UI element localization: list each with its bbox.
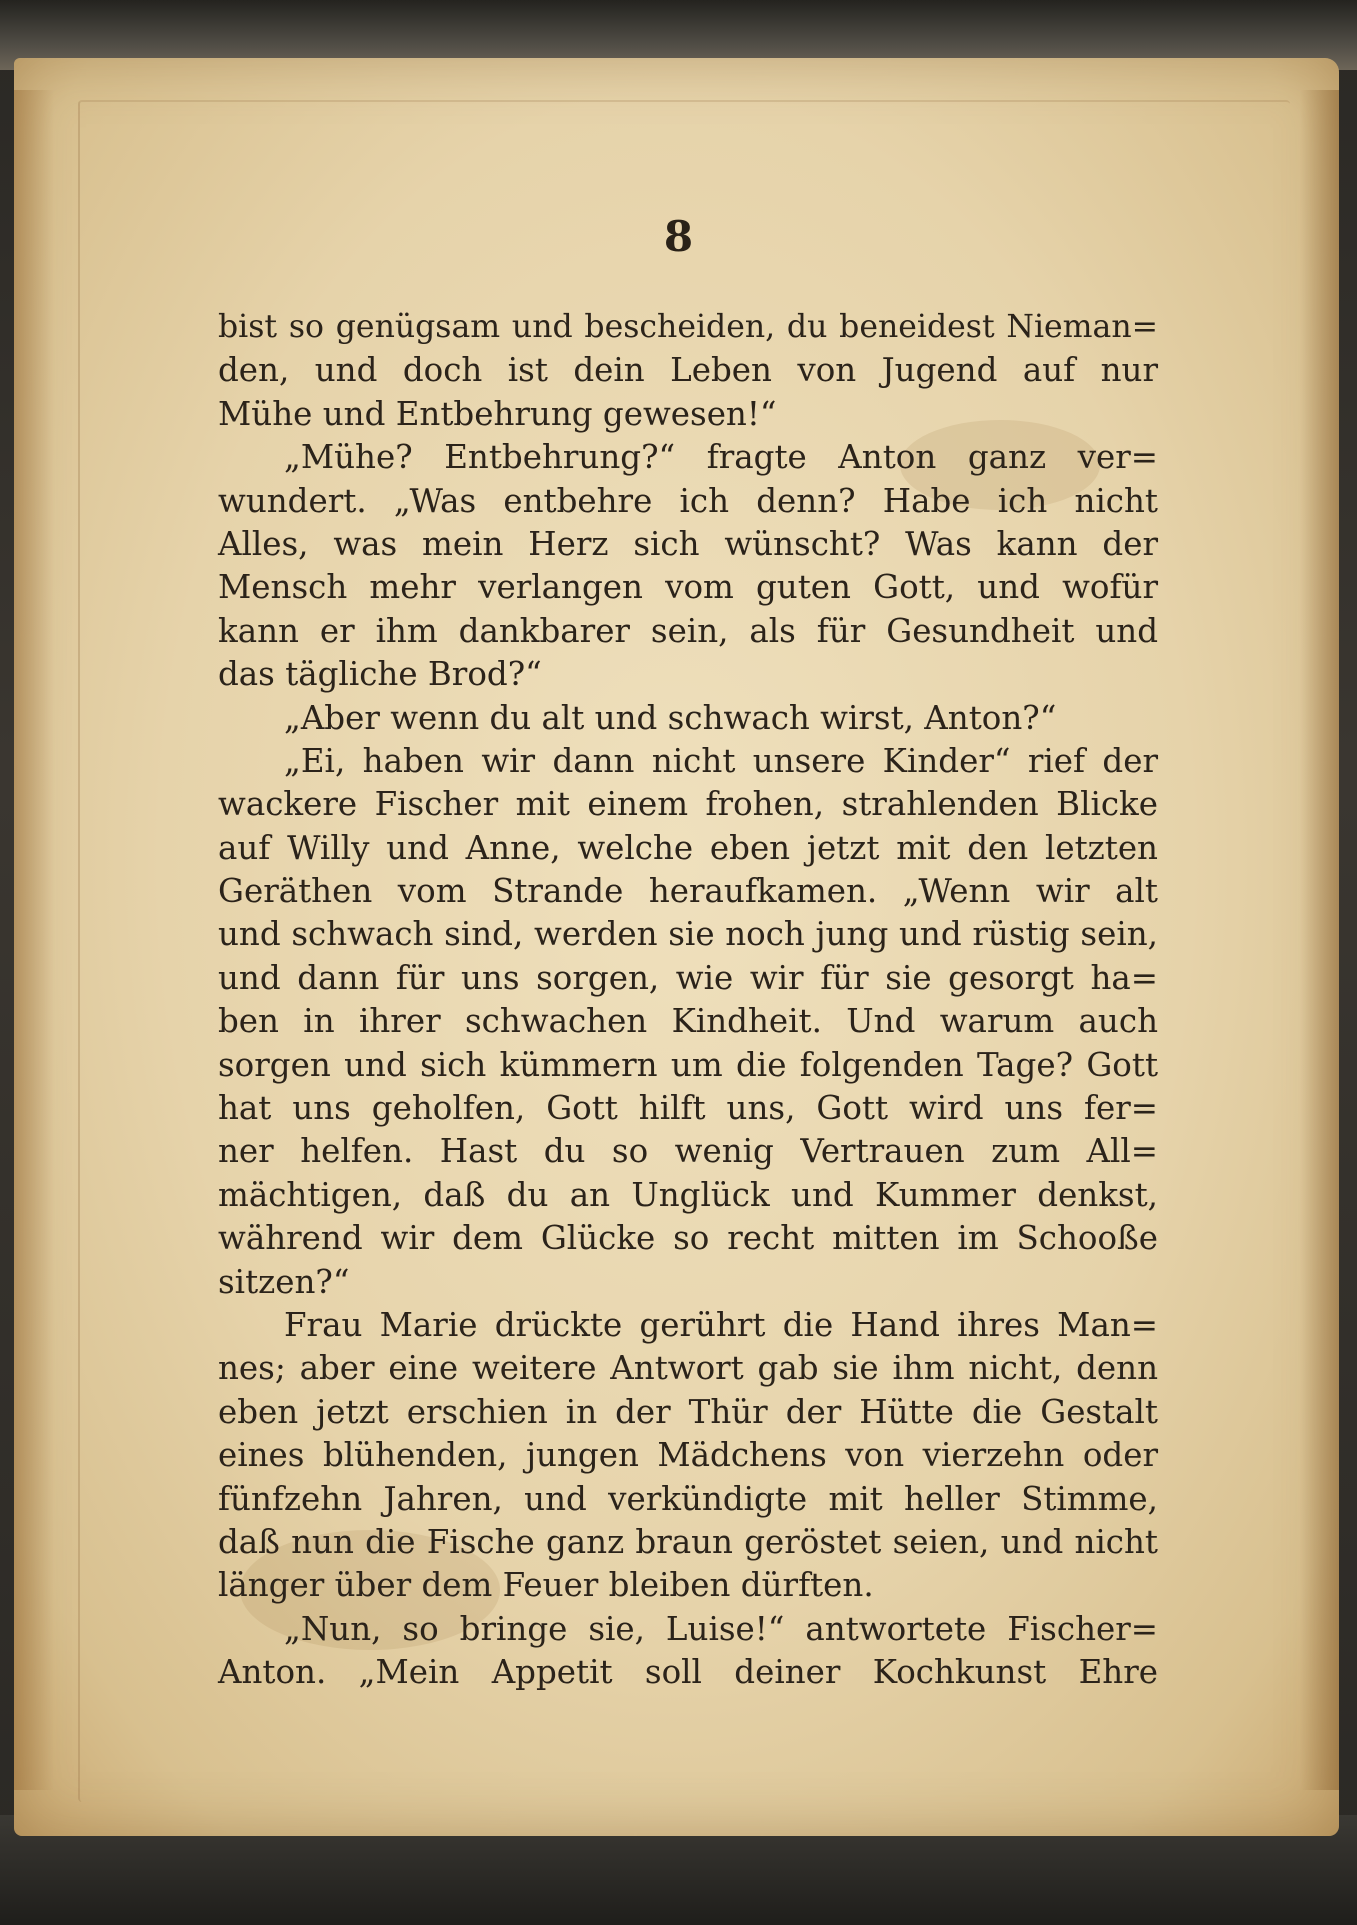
text-line: eines blühenden, jungen Mädchens von vierzehn oder [218,1436,1158,1475]
text-line: eben jetzt erschien in der Thür der Hütte die Gestalt [218,1392,1158,1431]
text-line: und dann für uns sorgen, wie wir für sie gesorgt ha= [218,958,1158,997]
text-line: den, und doch ist dein Leben von Jugend auf nur [218,351,1158,390]
text-line: Alles, was mein Herz sich wünscht? Was kann der [218,524,1158,563]
text-line: das tägliche Brod?“ [218,655,542,694]
text-line: wundert. „Was entbehre ich denn? Habe ich nicht [218,481,1158,520]
text-line: Geräthen vom Strande heraufkamen. „Wenn wir alt [218,872,1158,911]
text-line: ner helfen. Hast du so wenig Vertrauen zum All= [218,1132,1158,1171]
text-line: bist so genügsam und bescheiden, du beneidest Nieman= [218,309,1158,345]
text-line: auf Willy und Anne, welche eben jetzt mit den letzten [218,828,1158,867]
text-line: kann er ihm dankbarer sein, als für Gesundheit und [218,611,1158,650]
page-stain-right [1300,90,1339,1790]
text-line: „Mühe? Entbehrung?“ fragte Anton ganz ver= [284,438,1158,477]
text-line: „Aber wenn du alt und schwach wirst, Anton?“ [284,698,1057,737]
page-stain-left [14,90,54,1790]
text-line: länger über dem Feuer bleiben dürften. [218,1566,874,1605]
text-line: daß nun die Fische ganz braun geröstet seien, und nicht [218,1522,1158,1561]
text-line: hat uns geholfen, Gott hilft uns, Gott wird uns fer= [218,1089,1158,1128]
text-line: mächtigen, daß du an Unglück und Kummer denkst, [218,1175,1158,1214]
text-line: während wir dem Glücke so recht mitten im Schooße [218,1219,1158,1258]
text-line: sitzen?“ [218,1262,350,1301]
text-line: sorgen und sich kümmern um die folgenden Tage? Gott [218,1045,1158,1084]
text-line: fünfzehn Jahren, und verkündigte mit heller Stimme, [218,1479,1158,1518]
text-line: wackere Fischer mit einem frohen, strahlenden Blicke [218,785,1158,824]
text-line: „Nun, so bringe sie, Luise!“ antwortete Fischer= [284,1609,1158,1648]
text-line: und schwach sind, werden sie noch jung und rüstig sein, [218,915,1158,954]
text-line: „Ei, haben wir dann nicht unsere Kinder“ rief der [284,741,1158,780]
text-line: Mensch mehr verlangen vom guten Gott, und wofür [218,568,1158,607]
text-line: ben in ihrer schwachen Kindheit. Und warum auch [218,1002,1158,1041]
page-number: 8 [663,212,694,261]
body-text [218,306,1158,1695]
text-line: Frau Marie drückte gerührt die Hand ihres Man= [284,1305,1158,1344]
text-line: nes; aber eine weitere Antwort gab sie ihm nicht, denn [218,1349,1158,1388]
text-line: Anton. „Mein Appetit soll deiner Kochkunst Ehre [218,1653,1158,1692]
text-line: Mühe und Entbehrung gewesen!“ [218,394,777,433]
